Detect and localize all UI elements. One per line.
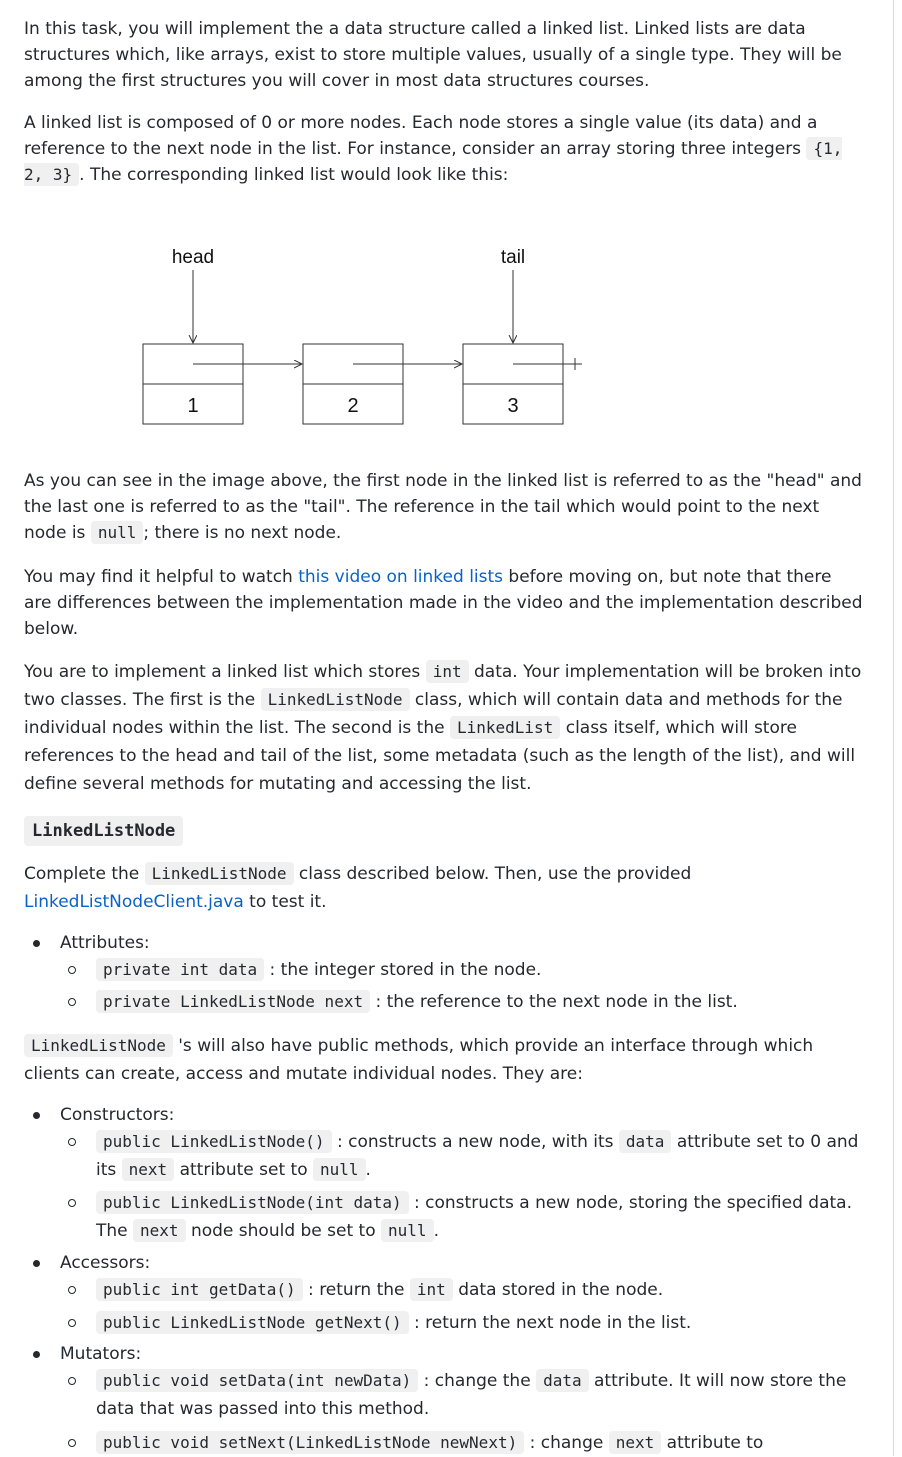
sub-bullet: [68, 1138, 76, 1146]
node-3-value: 3: [507, 395, 519, 417]
null-code: null: [91, 521, 144, 544]
bullet-dot: [33, 1260, 40, 1267]
video-link[interactable]: this video on linked lists: [298, 567, 504, 587]
complete-paragraph: Complete the LinkedListNode class described below. Then, use the provided LinkedListNodeClient.java to test it.: [24, 864, 692, 912]
tail-label: tail: [500, 247, 526, 268]
sub-bullet: [68, 1319, 76, 1327]
implementation-paragraph: You are to implement a linked list which stores int data. Your implementation will be broken into two classes. The first is the LinkedListNode class, which will contain data and methods for the individual nodes within the list. The second is the LinkedList class itself, which will store references to the head and tail of the list, some metadata (such as the length of the list), and will define several methods for mutating and accessing the list.: [24, 662, 862, 794]
bullet-dot: [33, 1112, 40, 1119]
client-file-link[interactable]: LinkedListNodeClient.java: [24, 892, 244, 912]
linked-list-diagram: [124, 236, 624, 436]
mutator-item: public void setNext(LinkedListNode newNext) : change next attribute to: [96, 1429, 864, 1457]
attributes-label: Attributes:: [60, 933, 150, 953]
attribute-item: private LinkedListNode next : the reference to the next node in the list.: [96, 988, 864, 1016]
sub-bullet: [68, 998, 76, 1006]
constructors-label: Constructors:: [60, 1105, 175, 1125]
accessor-item: public LinkedListNode getNext() : return the next node in the list.: [96, 1309, 864, 1337]
head-label: head: [171, 247, 215, 268]
methods-intro-paragraph: LinkedListNode 's will also have public methods, which provide an interface through which clients can create, access and mutate individual nodes. They are:: [24, 1036, 814, 1084]
array-code: {1, 2, 3}: [24, 139, 843, 184]
sub-bullet: [68, 1286, 76, 1294]
bullet-dot: [33, 940, 40, 947]
sub-bullet: [68, 1377, 76, 1385]
sub-bullet: [68, 1439, 76, 1447]
sub-bullet: [68, 1199, 76, 1207]
node-1-value: 1: [187, 395, 199, 417]
constructor-item: public LinkedListNode() : constructs a new node, with its data attribute set to 0 and its next attribute set to null .: [96, 1132, 859, 1180]
mutators-label: Mutators:: [60, 1344, 142, 1364]
intro-paragraph: In this task, you will implement the a data structure called a linked list. Linked lists are data structures which, like arrays, exist to store multiple values, usually of a single type. They will be among the first structures you will cover in most data structures courses.: [24, 19, 842, 91]
linkedlistnode-heading: LinkedListNode: [24, 816, 183, 846]
mutator-item: public void setData(int newData) : change the data attribute. It will now store the data that was passed into this method.: [96, 1371, 847, 1419]
bullet-dot: [33, 1351, 40, 1358]
head-tail-paragraph: As you can see in the image above, the first node in the linked list is referred to as the "head" and the last one is referred to as the "tail". The reference in the tail which would point to the next node is null ; there is no next node.: [24, 471, 862, 543]
page-right-border: [893, 0, 894, 1456]
sub-bullet: [68, 966, 76, 974]
node-2-value: 2: [347, 395, 359, 417]
composition-paragraph: A linked list is composed of 0 or more nodes. Each node stores a single value (its data) and a reference to the next node in the list. For instance, consider an array storing three integers {1, 2, 3} . The corresponding linked list would look like this:: [24, 113, 843, 185]
constructor-item: public LinkedListNode(int data) : constructs a new node, storing the specified data. The next node should be set to null .: [96, 1193, 852, 1241]
attribute-item: private int data : the integer stored in the node.: [96, 956, 864, 984]
accessor-item: public int getData() : return the int data stored in the node.: [96, 1276, 864, 1304]
video-paragraph: You may find it helpful to watch this video on linked lists before moving on, but note that there are differences between the implementation made in the video and the implementation described below.: [24, 567, 863, 639]
accessors-label: Accessors:: [60, 1253, 151, 1273]
